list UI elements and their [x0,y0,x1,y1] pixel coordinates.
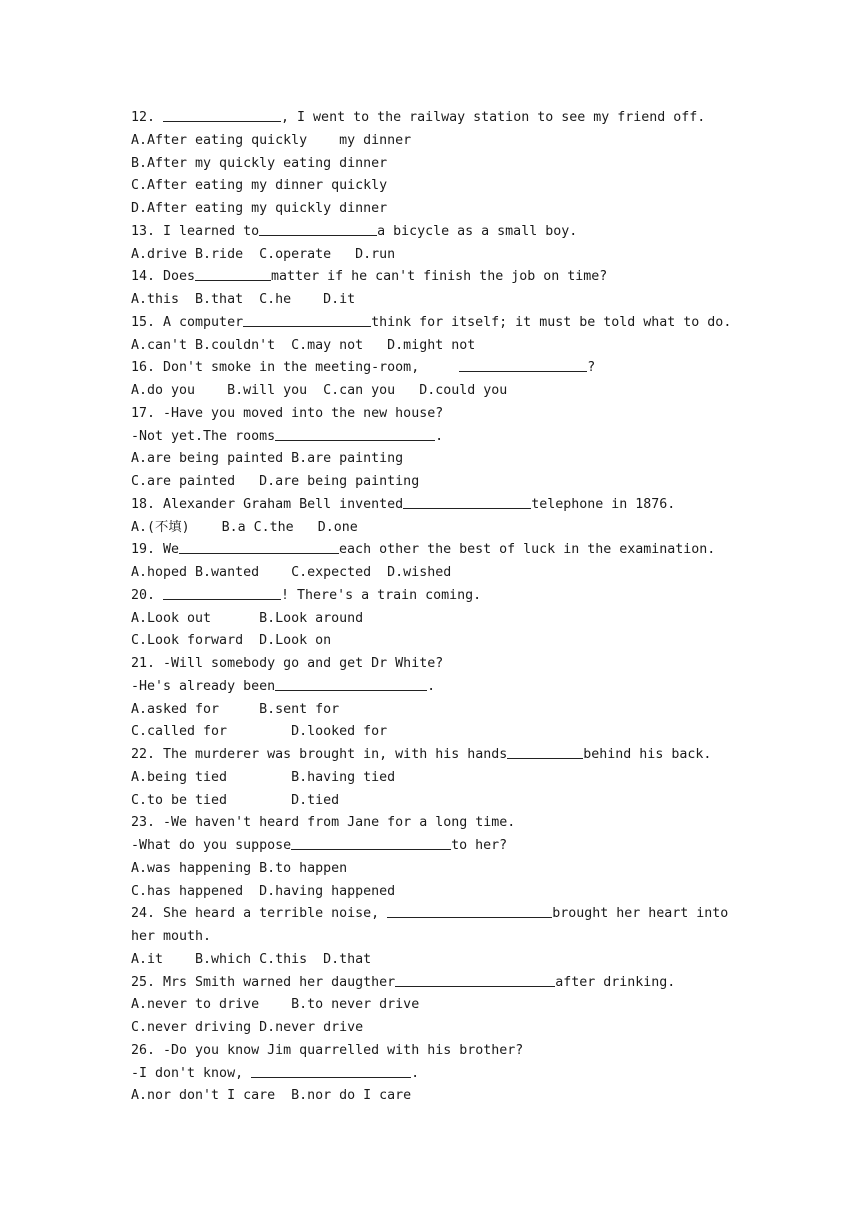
question-17-reply-text: -Not yet.The rooms [131,428,276,444]
question-21-stem: 21. -Will somebody go and get Dr White? [131,656,444,671]
question-16-text: 16. Don't smoke in the meeting-room, [131,360,460,376]
q12-option-a: A.After eating quickly my dinner [131,132,412,148]
question-23-stem: 23. -We haven't heard from Jane for a long time. [131,815,516,831]
question-22-text: 22. The murderer was brought in, with his hands [131,747,508,762]
question-17-reply-end: . [435,428,444,444]
question-14-text-rest: matter if he can't finish the job on time? [271,269,608,285]
answer-blank-25 [395,972,555,987]
question-14-stem [131,266,731,289]
q19-options: A.hoped B.wanted C.expected D.wished [131,565,452,580]
question-15-text: 15. A computer [131,314,244,330]
question-26-reply [131,1063,731,1086]
question-21-reply-end: . [427,678,436,694]
question-15-text-rest: think for itself; it must be told what to do. [371,314,732,330]
q22-options-cd: C.to be tied D.tied [131,792,340,808]
question-17-stem: 17. -Have you moved into the new house? [131,405,444,421]
question-19-text-rest: each other the best of luck in the examination. [339,542,716,558]
question-23-reply-text: -What do you suppose [131,838,292,853]
q15-options: A.can't B.couldn't C.may not D.might not [131,337,476,353]
question-12-text-rest: , I went to the railway station to see my friend off. [281,110,706,125]
question-23-reply [131,835,731,858]
answer-blank-21 [275,676,427,691]
question-26-reply-text: -I don't know, [131,1065,252,1081]
answer-blank-18 [403,494,531,509]
question-20-text: 20. [131,587,164,603]
q21-options-cd: C.called for D.looked for [131,724,388,740]
question-26-reply-end: . [411,1065,420,1081]
question-22-text-rest: behind his back. [583,747,712,762]
question-25-stem [131,972,731,995]
answer-blank-14 [195,266,271,281]
q25-options-ab: A.never to drive B.to never drive [131,997,420,1013]
question-15-stem [131,312,731,335]
question-25-text-rest: after drinking. [555,974,676,990]
question-25-text: 25. Mrs Smith warned her daugther [131,974,396,990]
answer-blank-22 [507,744,583,759]
question-12-stem [131,107,731,130]
q26-options-ab: A.nor don't I care B.nor do I care [131,1088,412,1104]
answer-blank-24 [387,903,552,918]
question-13-text: 13. I learned to [131,223,260,239]
q21-options-ab: A.asked for B.sent for [131,701,340,717]
q20-options-ab: A.Look out B.Look around [131,610,364,626]
question-17-reply [131,426,731,449]
answer-blank-16 [459,357,587,372]
q17-options-ab: A.are being painted B.are painting [131,451,404,467]
question-24-text: 24. She heard a terrible noise, [131,906,388,922]
q18-options: A.(不填) B.a C.the D.one [131,519,358,535]
question-12-text: 12. [131,110,164,125]
answer-blank-20 [163,585,281,600]
question-13-text-rest: a bicycle as a small boy. [377,223,578,239]
question-18-text: 18. Alexander Graham Bell invented [131,496,404,512]
answer-blank-12 [163,107,281,122]
answer-blank-17 [275,426,435,441]
question-20-text-rest: ! There's a train coming. [281,587,482,603]
q20-options-cd: C.Look forward D.Look on [131,633,332,649]
question-24-text-rest: brought her heart into [552,906,729,922]
question-16-stem [131,357,731,380]
answer-blank-19 [179,539,339,554]
question-22-stem [131,744,731,767]
q25-options-cd: C.never driving D.never drive [131,1020,364,1035]
question-19-text: 19. We [131,542,180,558]
q13-options: A.drive B.ride C.operate D.run [131,246,396,262]
question-24-stem [131,903,731,926]
q16-options: A.do you B.will you C.can you D.could you [131,383,508,398]
question-18-stem [131,494,731,517]
question-23-reply-end: to her? [451,838,508,853]
question-16-text-rest: ? [587,360,596,376]
q12-option-d: D.After eating my quickly dinner [131,201,388,216]
q22-options-ab: A.being tied B.having tied [131,769,396,785]
question-18-text-rest: telephone in 1876. [531,496,676,512]
q23-options-cd: C.has happened D.having happened [131,883,396,899]
q24-options: A.it B.which C.this D.that [131,951,372,967]
answer-blank-13 [259,221,377,236]
answer-blank-15 [243,312,371,327]
q12-option-c: C.After eating my dinner quickly [131,178,388,194]
question-21-reply-text: -He's already been [131,678,276,694]
exam-page [131,107,731,1108]
answer-blank-23 [291,835,451,850]
question-26-stem: 26. -Do you know Jim quarrelled with his brother? [131,1042,524,1058]
q23-options-ab: A.was happening B.to happen [131,860,348,876]
question-21-reply [131,676,731,699]
q14-options: A.this B.that C.he D.it [131,292,356,307]
answer-blank-26 [251,1063,411,1078]
question-19-stem [131,539,731,562]
question-20-stem [131,585,731,608]
question-24-stem-cont: her mouth. [131,929,212,944]
question-14-text: 14. Does [131,269,196,285]
q17-options-cd: C.are painted D.are being painting [131,474,420,489]
question-13-stem [131,221,731,244]
q12-option-b: B.After my quickly eating dinner [131,155,388,171]
